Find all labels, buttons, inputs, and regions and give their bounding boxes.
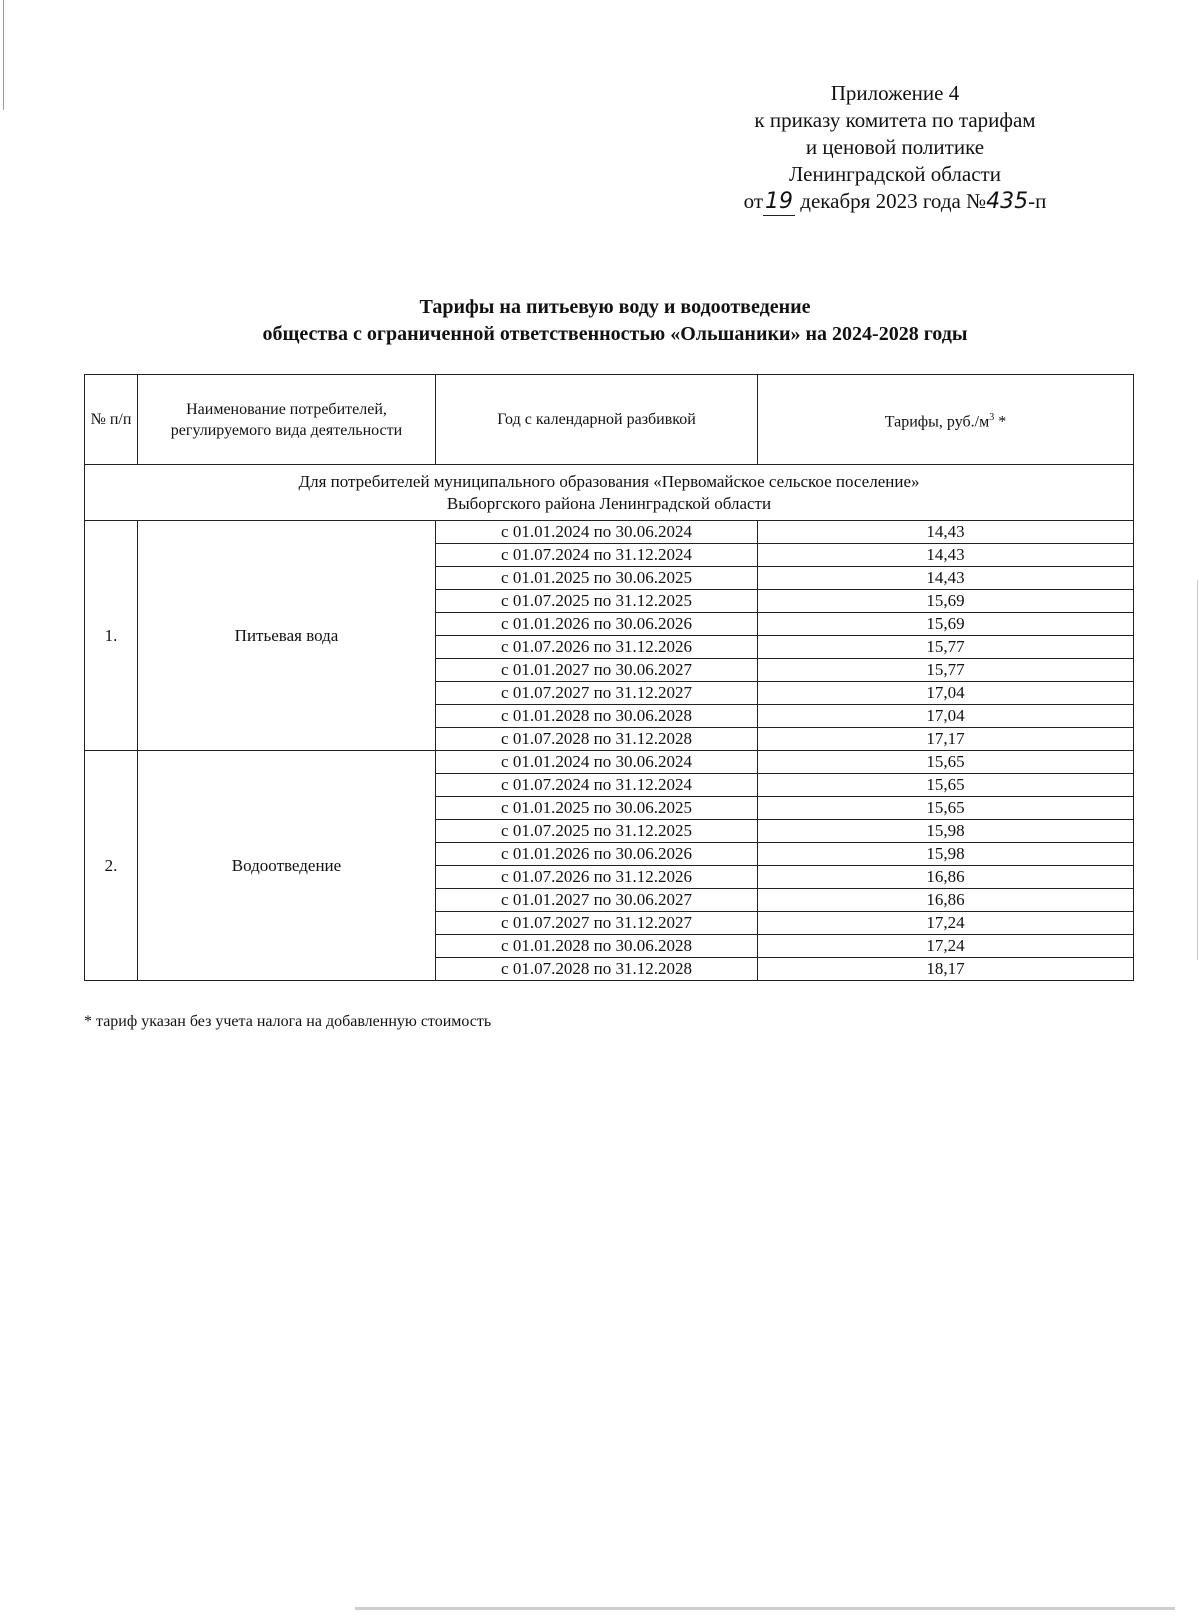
period-cell: с 01.07.2024 по 31.12.2024 xyxy=(436,544,758,567)
period-cell: с 01.01.2026 по 30.06.2026 xyxy=(436,843,758,866)
appendix-line-1: Приложение 4 xyxy=(830,81,960,105)
period-cell: с 01.07.2026 по 31.12.2026 xyxy=(436,866,758,889)
header-period: Год с календарной разбивкой xyxy=(436,375,758,465)
tariff-cell: 14,43 xyxy=(758,567,1134,590)
section-number: 2. xyxy=(85,751,138,981)
section-name: Водоотведение xyxy=(138,751,436,981)
table-header-row xyxy=(85,375,1134,465)
tariff-cell: 16,86 xyxy=(758,889,1134,912)
period-cell: с 01.07.2024 по 31.12.2024 xyxy=(436,774,758,797)
tariff-cell: 17,24 xyxy=(758,912,1134,935)
tariff-cell: 15,69 xyxy=(758,613,1134,636)
tariff-cell: 15,65 xyxy=(758,797,1134,820)
header-num: № п/п xyxy=(85,375,138,465)
period-cell: с 01.01.2027 по 30.06.2027 xyxy=(436,659,758,682)
period-cell: с 01.01.2028 по 30.06.2028 xyxy=(436,705,758,728)
table-row xyxy=(85,751,1134,774)
appendix-line-3: и ценовой политике xyxy=(805,135,985,159)
table-row xyxy=(85,521,1134,544)
period-cell: с 01.07.2027 по 31.12.2027 xyxy=(436,682,758,705)
header-tariff-unit-power: 3 xyxy=(989,411,995,423)
tariff-cell: 15,98 xyxy=(758,843,1134,866)
header-tariff xyxy=(758,375,1134,465)
tariff-cell: 16,86 xyxy=(758,866,1134,889)
tariff-cell: 15,77 xyxy=(758,659,1134,682)
appendix-line-4: Ленинградской области xyxy=(789,162,1001,186)
period-cell: с 01.07.2027 по 31.12.2027 xyxy=(436,912,758,935)
tariff-table xyxy=(84,374,1134,981)
period-cell: с 01.07.2025 по 31.12.2025 xyxy=(436,820,758,843)
period-cell: с 01.07.2026 по 31.12.2026 xyxy=(436,636,758,659)
group-cell xyxy=(85,465,1134,521)
scan-edge-bottom xyxy=(355,1607,1175,1610)
tariff-cell: 14,43 xyxy=(758,521,1134,544)
tariff-cell: 15,65 xyxy=(758,774,1134,797)
header-tariff-star: * xyxy=(994,413,1007,431)
tariff-cell: 15,65 xyxy=(758,751,1134,774)
period-cell: с 01.01.2027 по 30.06.2027 xyxy=(436,889,758,912)
handwritten-day: 19 xyxy=(765,189,794,214)
appendix-header xyxy=(700,80,1090,216)
period-cell: с 01.01.2024 по 30.06.2024 xyxy=(436,751,758,774)
group-line-1: Для потребителей муниципального образования «Первомайское сельское поселение» xyxy=(298,471,920,491)
footnote: * тариф указан без учета налога на добавленную стоимость xyxy=(84,1013,492,1030)
date-prefix: от xyxy=(743,189,764,213)
period-cell: с 01.01.2024 по 30.06.2024 xyxy=(436,521,758,544)
appendix-date-line xyxy=(700,188,1090,216)
section-number: 1. xyxy=(85,521,138,751)
period-cell: с 01.01.2028 по 30.06.2028 xyxy=(436,935,758,958)
period-cell: с 01.07.2028 по 31.12.2028 xyxy=(436,728,758,751)
scan-edge-right xyxy=(1197,580,1198,960)
document-title xyxy=(80,294,1150,348)
period-cell: с 01.01.2026 по 30.06.2026 xyxy=(436,613,758,636)
tariff-cell: 15,98 xyxy=(758,820,1134,843)
period-cell: с 01.07.2025 по 31.12.2025 xyxy=(436,590,758,613)
tariff-cell: 17,24 xyxy=(758,935,1134,958)
group-row xyxy=(85,465,1134,521)
group-line-2: Выборгского района Ленинградской области xyxy=(446,493,772,513)
tariff-cell: 15,69 xyxy=(758,590,1134,613)
tariff-cell: 17,17 xyxy=(758,728,1134,751)
title-line-2: общества с ограниченной ответственностью «Ольшаники» на 2024-2028 годы xyxy=(262,323,968,345)
tariff-cell: 15,77 xyxy=(758,636,1134,659)
tariff-cell: 17,04 xyxy=(758,705,1134,728)
period-cell: с 01.01.2025 по 30.06.2025 xyxy=(436,797,758,820)
order-suffix: -п xyxy=(1028,189,1047,213)
title-line-1: Тарифы на питьевую воду и водоотведение xyxy=(419,296,811,318)
handwritten-order-number: 435 xyxy=(986,189,1029,214)
appendix-line-2: к приказу комитета по тарифам xyxy=(754,108,1036,132)
tariff-cell: 14,43 xyxy=(758,544,1134,567)
period-cell: с 01.01.2025 по 30.06.2025 xyxy=(436,567,758,590)
header-name: Наименование потребителей, регулируемого вида деятельности xyxy=(138,375,436,465)
period-cell: с 01.07.2028 по 31.12.2028 xyxy=(436,958,758,981)
tariff-cell: 17,04 xyxy=(758,682,1134,705)
tariff-cell: 18,17 xyxy=(758,958,1134,981)
scan-edge-left xyxy=(3,0,4,110)
date-rest: декабря 2023 года № xyxy=(800,189,987,213)
section-name: Питьевая вода xyxy=(138,521,436,751)
header-tariff-label: Тарифы, руб./м xyxy=(884,413,990,431)
